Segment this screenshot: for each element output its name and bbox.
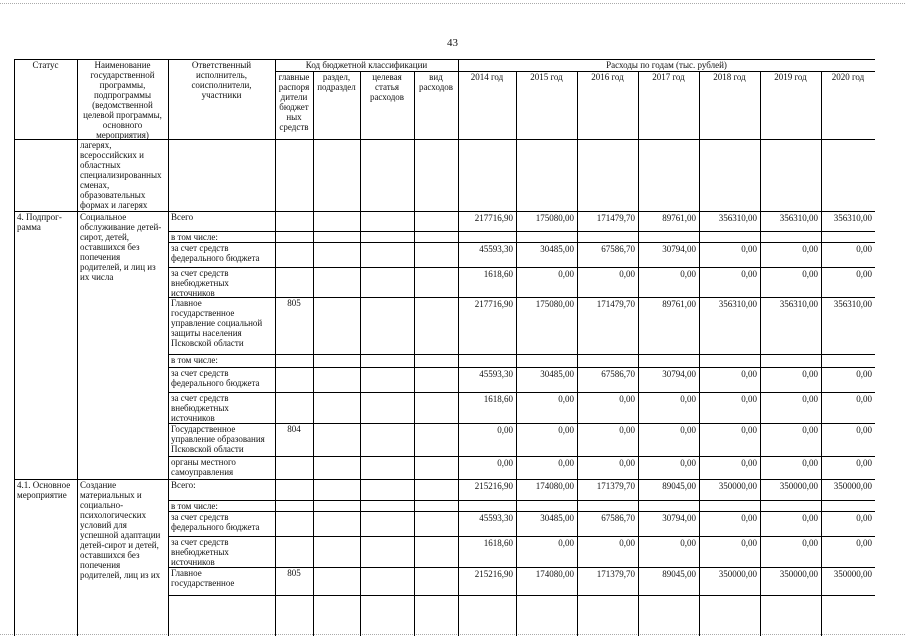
amount-cell: 171379,70 bbox=[596, 481, 635, 491]
amount-cell: 0,00 bbox=[741, 425, 757, 435]
row-grbs-code bbox=[278, 457, 310, 479]
amount-cell: 0,00 bbox=[619, 425, 635, 435]
header-bk-col: вид расходов bbox=[418, 72, 454, 92]
amount-cell: 0,00 bbox=[856, 369, 872, 379]
amount-cell: 0,00 bbox=[619, 538, 635, 548]
block-divider bbox=[14, 479, 875, 480]
amount-cell: 0,00 bbox=[619, 458, 635, 468]
row-label: Государственное управление образования Псковской области bbox=[171, 424, 265, 454]
column-divider bbox=[77, 59, 78, 636]
amount-cell: 215216,90 bbox=[474, 481, 513, 491]
row-grbs-code bbox=[278, 512, 310, 536]
column-divider bbox=[313, 71, 314, 636]
header-name: Наименование государственной программы, подпрограммы (ведомственной целевой программы, основного мероприятия) bbox=[83, 60, 162, 139]
amount-cell: 0,00 bbox=[741, 369, 757, 379]
amount-cell: 0,00 bbox=[856, 394, 872, 404]
amount-cell: 356310,00 bbox=[718, 213, 757, 223]
block-name: Создание материальных и социально- психологических условий для успешной адаптации детей-сирот и детей, оставшихся без попечения родителей, лиц из их bbox=[80, 480, 161, 580]
amount-cell: 350000,00 bbox=[779, 481, 818, 491]
row-grbs-code: 805 bbox=[287, 298, 301, 308]
amount-cell: 30794,00 bbox=[662, 369, 696, 379]
header-bk-col: главные распоря дители бюджет ных средств bbox=[278, 72, 310, 132]
column-divider bbox=[414, 71, 415, 636]
row-label: за счет средств федерального бюджета bbox=[171, 368, 260, 388]
block-status: 4. Подпрог- рамма bbox=[17, 212, 62, 232]
amount-cell: 67586,70 bbox=[601, 513, 635, 523]
amount-cell: 67586,70 bbox=[601, 244, 635, 254]
block-name: Социальное обслуживание детей- сирот, детей, оставшихся без попечения родителей, и лиц из их числа bbox=[80, 212, 162, 282]
row-grbs-code bbox=[278, 232, 310, 242]
amount-cell: 0,00 bbox=[856, 425, 872, 435]
header-year: 2016 год bbox=[591, 72, 624, 82]
amount-cell: 356310,00 bbox=[833, 299, 872, 309]
column-divider bbox=[360, 71, 361, 636]
amount-cell: 45593,30 bbox=[479, 513, 513, 523]
row-grbs-code bbox=[278, 393, 310, 423]
amount-cell: 175080,00 bbox=[535, 299, 574, 309]
column-divider bbox=[760, 71, 761, 636]
header-year: 2020 год bbox=[831, 72, 865, 82]
row-grbs-code bbox=[278, 212, 310, 231]
amount-cell: 356310,00 bbox=[718, 299, 757, 309]
amount-cell: 175080,00 bbox=[535, 213, 574, 223]
amount-cell: 0,00 bbox=[802, 458, 818, 468]
amount-cell: 0,00 bbox=[741, 513, 757, 523]
header-top-line bbox=[14, 59, 875, 60]
column-divider bbox=[638, 71, 639, 636]
header-responsible: Ответственный исполнитель, соисполнители, участники bbox=[191, 60, 252, 100]
amount-cell: 356310,00 bbox=[779, 299, 818, 309]
header-year: 2017 год bbox=[652, 72, 685, 82]
amount-cell: 89045,00 bbox=[662, 481, 696, 491]
amount-cell: 0,00 bbox=[856, 269, 872, 279]
header-year: 2018 год bbox=[713, 72, 746, 82]
row-grbs-code bbox=[278, 268, 310, 297]
row-label: за счет средств внебюджетных источников bbox=[171, 537, 229, 567]
amount-cell: 0,00 bbox=[802, 538, 818, 548]
amount-cell: 350000,00 bbox=[718, 569, 757, 579]
row-grbs-code bbox=[278, 537, 310, 567]
amount-cell: 356310,00 bbox=[833, 213, 872, 223]
row-grbs-code bbox=[278, 501, 310, 511]
amount-cell: 350000,00 bbox=[833, 481, 872, 491]
amount-cell: 0,00 bbox=[558, 538, 574, 548]
amount-cell: 1618,60 bbox=[483, 394, 513, 404]
header-bk-col: целевая статья расходов bbox=[369, 72, 405, 102]
continuation-text: лагерях, всероссийских и областных специализированных сменах, образовательных формах и лагерях bbox=[80, 140, 162, 210]
row-grbs-code bbox=[278, 368, 310, 392]
amount-cell: 30485,00 bbox=[540, 369, 574, 379]
budget-table bbox=[14, 59, 875, 636]
amount-cell: 0,00 bbox=[856, 244, 872, 254]
row-grbs-code bbox=[278, 480, 310, 500]
column-divider bbox=[458, 59, 459, 636]
amount-cell: 171379,70 bbox=[596, 569, 635, 579]
header-year: 2014 год bbox=[470, 72, 504, 82]
amount-cell: 0,00 bbox=[802, 513, 818, 523]
amount-cell: 0,00 bbox=[802, 394, 818, 404]
row-label: Всего: bbox=[171, 480, 196, 490]
header-year: 2015 год bbox=[530, 72, 563, 82]
amount-cell: 0,00 bbox=[680, 425, 696, 435]
amount-cell: 0,00 bbox=[802, 244, 818, 254]
row-label: в том числе: bbox=[171, 355, 218, 365]
amount-cell: 0,00 bbox=[680, 269, 696, 279]
block-divider bbox=[14, 211, 875, 212]
amount-cell: 0,00 bbox=[802, 269, 818, 279]
column-divider bbox=[168, 59, 169, 636]
header-bottom-line bbox=[14, 139, 875, 140]
amount-cell: 0,00 bbox=[619, 394, 635, 404]
amount-cell: 0,00 bbox=[497, 458, 513, 468]
header-year: 2019 год bbox=[774, 72, 807, 82]
amount-cell: 0,00 bbox=[856, 458, 872, 468]
amount-cell: 67586,70 bbox=[601, 369, 635, 379]
header-status: Статус bbox=[32, 60, 59, 70]
amount-cell: 217716,90 bbox=[474, 299, 513, 309]
amount-cell: 0,00 bbox=[741, 458, 757, 468]
row-label: за счет средств федерального бюджета bbox=[171, 512, 260, 532]
amount-cell: 1618,60 bbox=[483, 538, 513, 548]
scan-artifact-top bbox=[0, 3, 905, 4]
amount-cell: 1618,60 bbox=[483, 269, 513, 279]
page-number: 43 bbox=[447, 37, 458, 49]
amount-cell: 0,00 bbox=[558, 269, 574, 279]
header-bk-group: Код бюджетной классификации bbox=[305, 60, 428, 70]
amount-cell: 0,00 bbox=[497, 425, 513, 435]
amount-cell: 30485,00 bbox=[540, 513, 574, 523]
amount-cell: 30794,00 bbox=[662, 513, 696, 523]
amount-cell: 0,00 bbox=[558, 425, 574, 435]
amount-cell: 0,00 bbox=[802, 425, 818, 435]
row-label: Главное государственное управление социальной защиты населения Псковской области bbox=[171, 298, 263, 348]
amount-cell: 0,00 bbox=[741, 538, 757, 548]
amount-cell: 30794,00 bbox=[662, 244, 696, 254]
amount-cell: 174080,00 bbox=[535, 569, 574, 579]
amount-cell: 0,00 bbox=[680, 394, 696, 404]
amount-cell: 0,00 bbox=[802, 369, 818, 379]
column-divider bbox=[821, 71, 822, 636]
header-years-group: Расходы по годам (тыс. рублей) bbox=[606, 60, 727, 70]
amount-cell: 217716,90 bbox=[474, 213, 513, 223]
column-divider bbox=[516, 71, 517, 636]
column-divider bbox=[14, 59, 15, 636]
amount-cell: 0,00 bbox=[741, 394, 757, 404]
amount-cell: 0,00 bbox=[856, 538, 872, 548]
row-grbs-code bbox=[278, 355, 310, 367]
block-status: 4.1. Основное мероприятие bbox=[17, 480, 71, 500]
amount-cell: 0,00 bbox=[680, 538, 696, 548]
amount-cell: 171479,70 bbox=[596, 213, 635, 223]
amount-cell: 0,00 bbox=[856, 513, 872, 523]
amount-cell: 0,00 bbox=[619, 269, 635, 279]
amount-cell: 89045,00 bbox=[662, 569, 696, 579]
amount-cell: 0,00 bbox=[558, 394, 574, 404]
header-sub-line bbox=[275, 71, 875, 72]
row-grbs-code: 805 bbox=[287, 568, 301, 578]
amount-cell: 350000,00 bbox=[833, 569, 872, 579]
amount-cell: 45593,30 bbox=[479, 369, 513, 379]
amount-cell: 215216,90 bbox=[474, 569, 513, 579]
amount-cell: 350000,00 bbox=[779, 569, 818, 579]
row-label: Всего bbox=[171, 212, 194, 222]
amount-cell: 30485,00 bbox=[540, 244, 574, 254]
amount-cell: 89761,00 bbox=[662, 213, 696, 223]
row-grbs-code: 804 bbox=[287, 424, 301, 434]
row-label: в том числе: bbox=[171, 501, 218, 511]
row-grbs-code bbox=[278, 243, 310, 267]
amount-cell: 0,00 bbox=[558, 458, 574, 468]
amount-cell: 0,00 bbox=[741, 244, 757, 254]
amount-cell: 45593,30 bbox=[479, 244, 513, 254]
row-label: органы местного самоуправления bbox=[171, 457, 236, 477]
amount-cell: 356310,00 bbox=[779, 213, 818, 223]
row-label: в том числе: bbox=[171, 232, 218, 242]
column-divider bbox=[577, 71, 578, 636]
column-divider bbox=[275, 59, 276, 636]
row-label: Главное государственное bbox=[171, 568, 235, 588]
amount-cell: 0,00 bbox=[680, 458, 696, 468]
column-divider bbox=[699, 71, 700, 636]
amount-cell: 0,00 bbox=[741, 269, 757, 279]
amount-cell: 89761,00 bbox=[662, 299, 696, 309]
row-label: за счет средств внебюджетных источников bbox=[171, 393, 229, 423]
row-label: за счет средств федерального бюджета bbox=[171, 243, 260, 263]
amount-cell: 171479,70 bbox=[596, 299, 635, 309]
row-label: за счет средств внебюджетных источников bbox=[171, 268, 229, 297]
header-bk-col: раздел, подраздел bbox=[317, 72, 356, 92]
amount-cell: 350000,00 bbox=[718, 481, 757, 491]
amount-cell: 174080,00 bbox=[535, 481, 574, 491]
